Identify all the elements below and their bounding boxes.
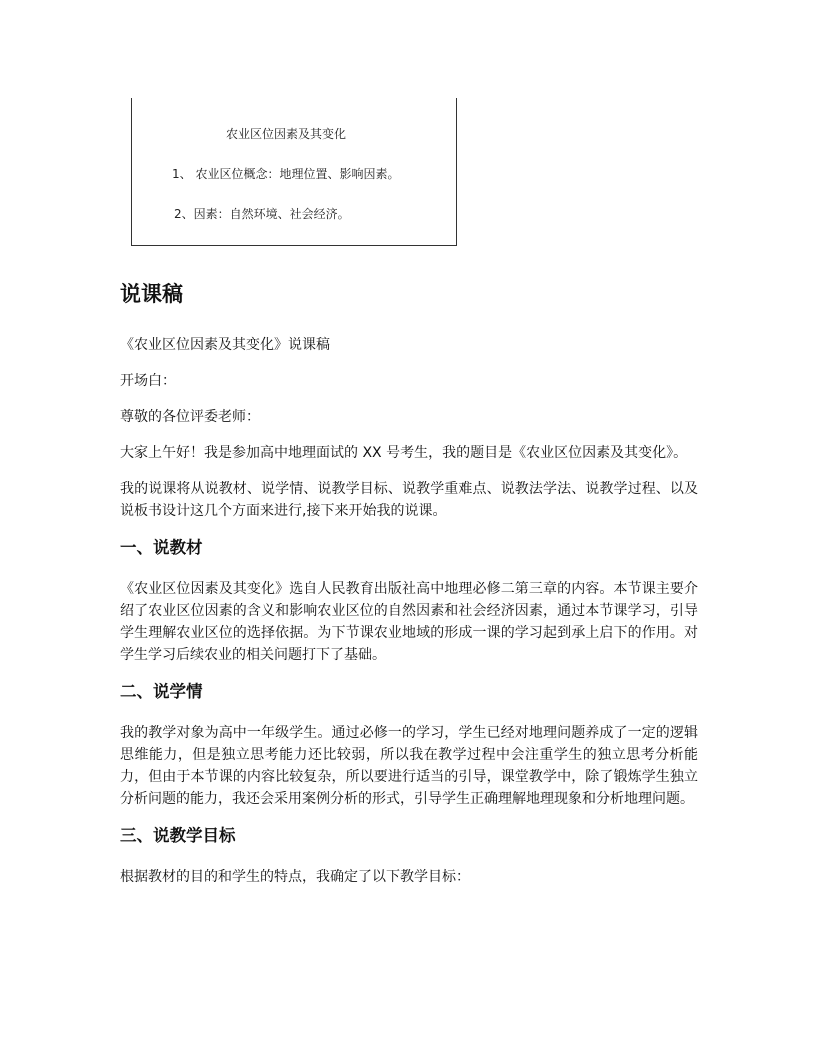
- document-subtitle: 《农业区位因素及其变化》说课稿: [120, 337, 330, 353]
- greeting: 尊敬的各位评委老师：: [120, 409, 260, 425]
- board-line-1: 1、 农业区位概念：地理位置、影响因素。: [172, 167, 400, 181]
- intro-paragraph: 大家上午好！我是参加高中地理面试的 XX 号考生，我的题目是《农业区位因素及其变化》。: [120, 445, 688, 461]
- board-line-2: 2、因素：自然环境、社会经济。: [174, 207, 350, 221]
- section-heading-textbook: 一、说教材: [120, 538, 203, 557]
- outline-paragraph: 我的说课将从说教材、说学情、说教学目标、说教学重难点、说教法学法、说教学过程、以及说板书设计这几个方面来进行,接下来开始我的说课。: [120, 481, 698, 519]
- board-title: 农业区位因素及其变化: [226, 127, 347, 141]
- opening-label: 开场白：: [120, 373, 176, 389]
- blackboard-design-box: [131, 98, 457, 246]
- section-body-students: 我的教学对象为高中一年级学生。通过必修一的学习，学生已经对地理问题养成了一定的逻辑思维能力，但是独立思考能力还比较弱，所以我在教学过程中会注重学生的独立思考分析能力，但由于本节课的内容比较复杂，所以要进行适当的引导，课堂教学中，除了锻炼学生独立分析问题的能力，我还会采用案例分析的形式，引导学生正确理解地理现象和分析地理问题。: [120, 725, 698, 807]
- section-heading-students: 二、说学情: [120, 682, 203, 701]
- section-body-textbook: 《农业区位因素及其变化》选自人民教育出版社高中地理必修二第三章的内容。本节课主要介绍了农业区位因素的含义和影响农业区位的自然因素和社会经济因素，通过本节课学习，引导学生理解农业区位的选择依据。为下节课农业地域的形成一课的学习起到承上启下的作用。对学生学习后续农业的相关问题打下了基础。: [120, 581, 698, 663]
- page-title: 说课稿: [120, 282, 183, 306]
- section-heading-objectives: 三、说教学目标: [120, 826, 236, 845]
- section-body-objectives: 根据教材的目的和学生的特点，我确定了以下教学目标：: [120, 869, 470, 885]
- document-body: [120, 280, 698, 902]
